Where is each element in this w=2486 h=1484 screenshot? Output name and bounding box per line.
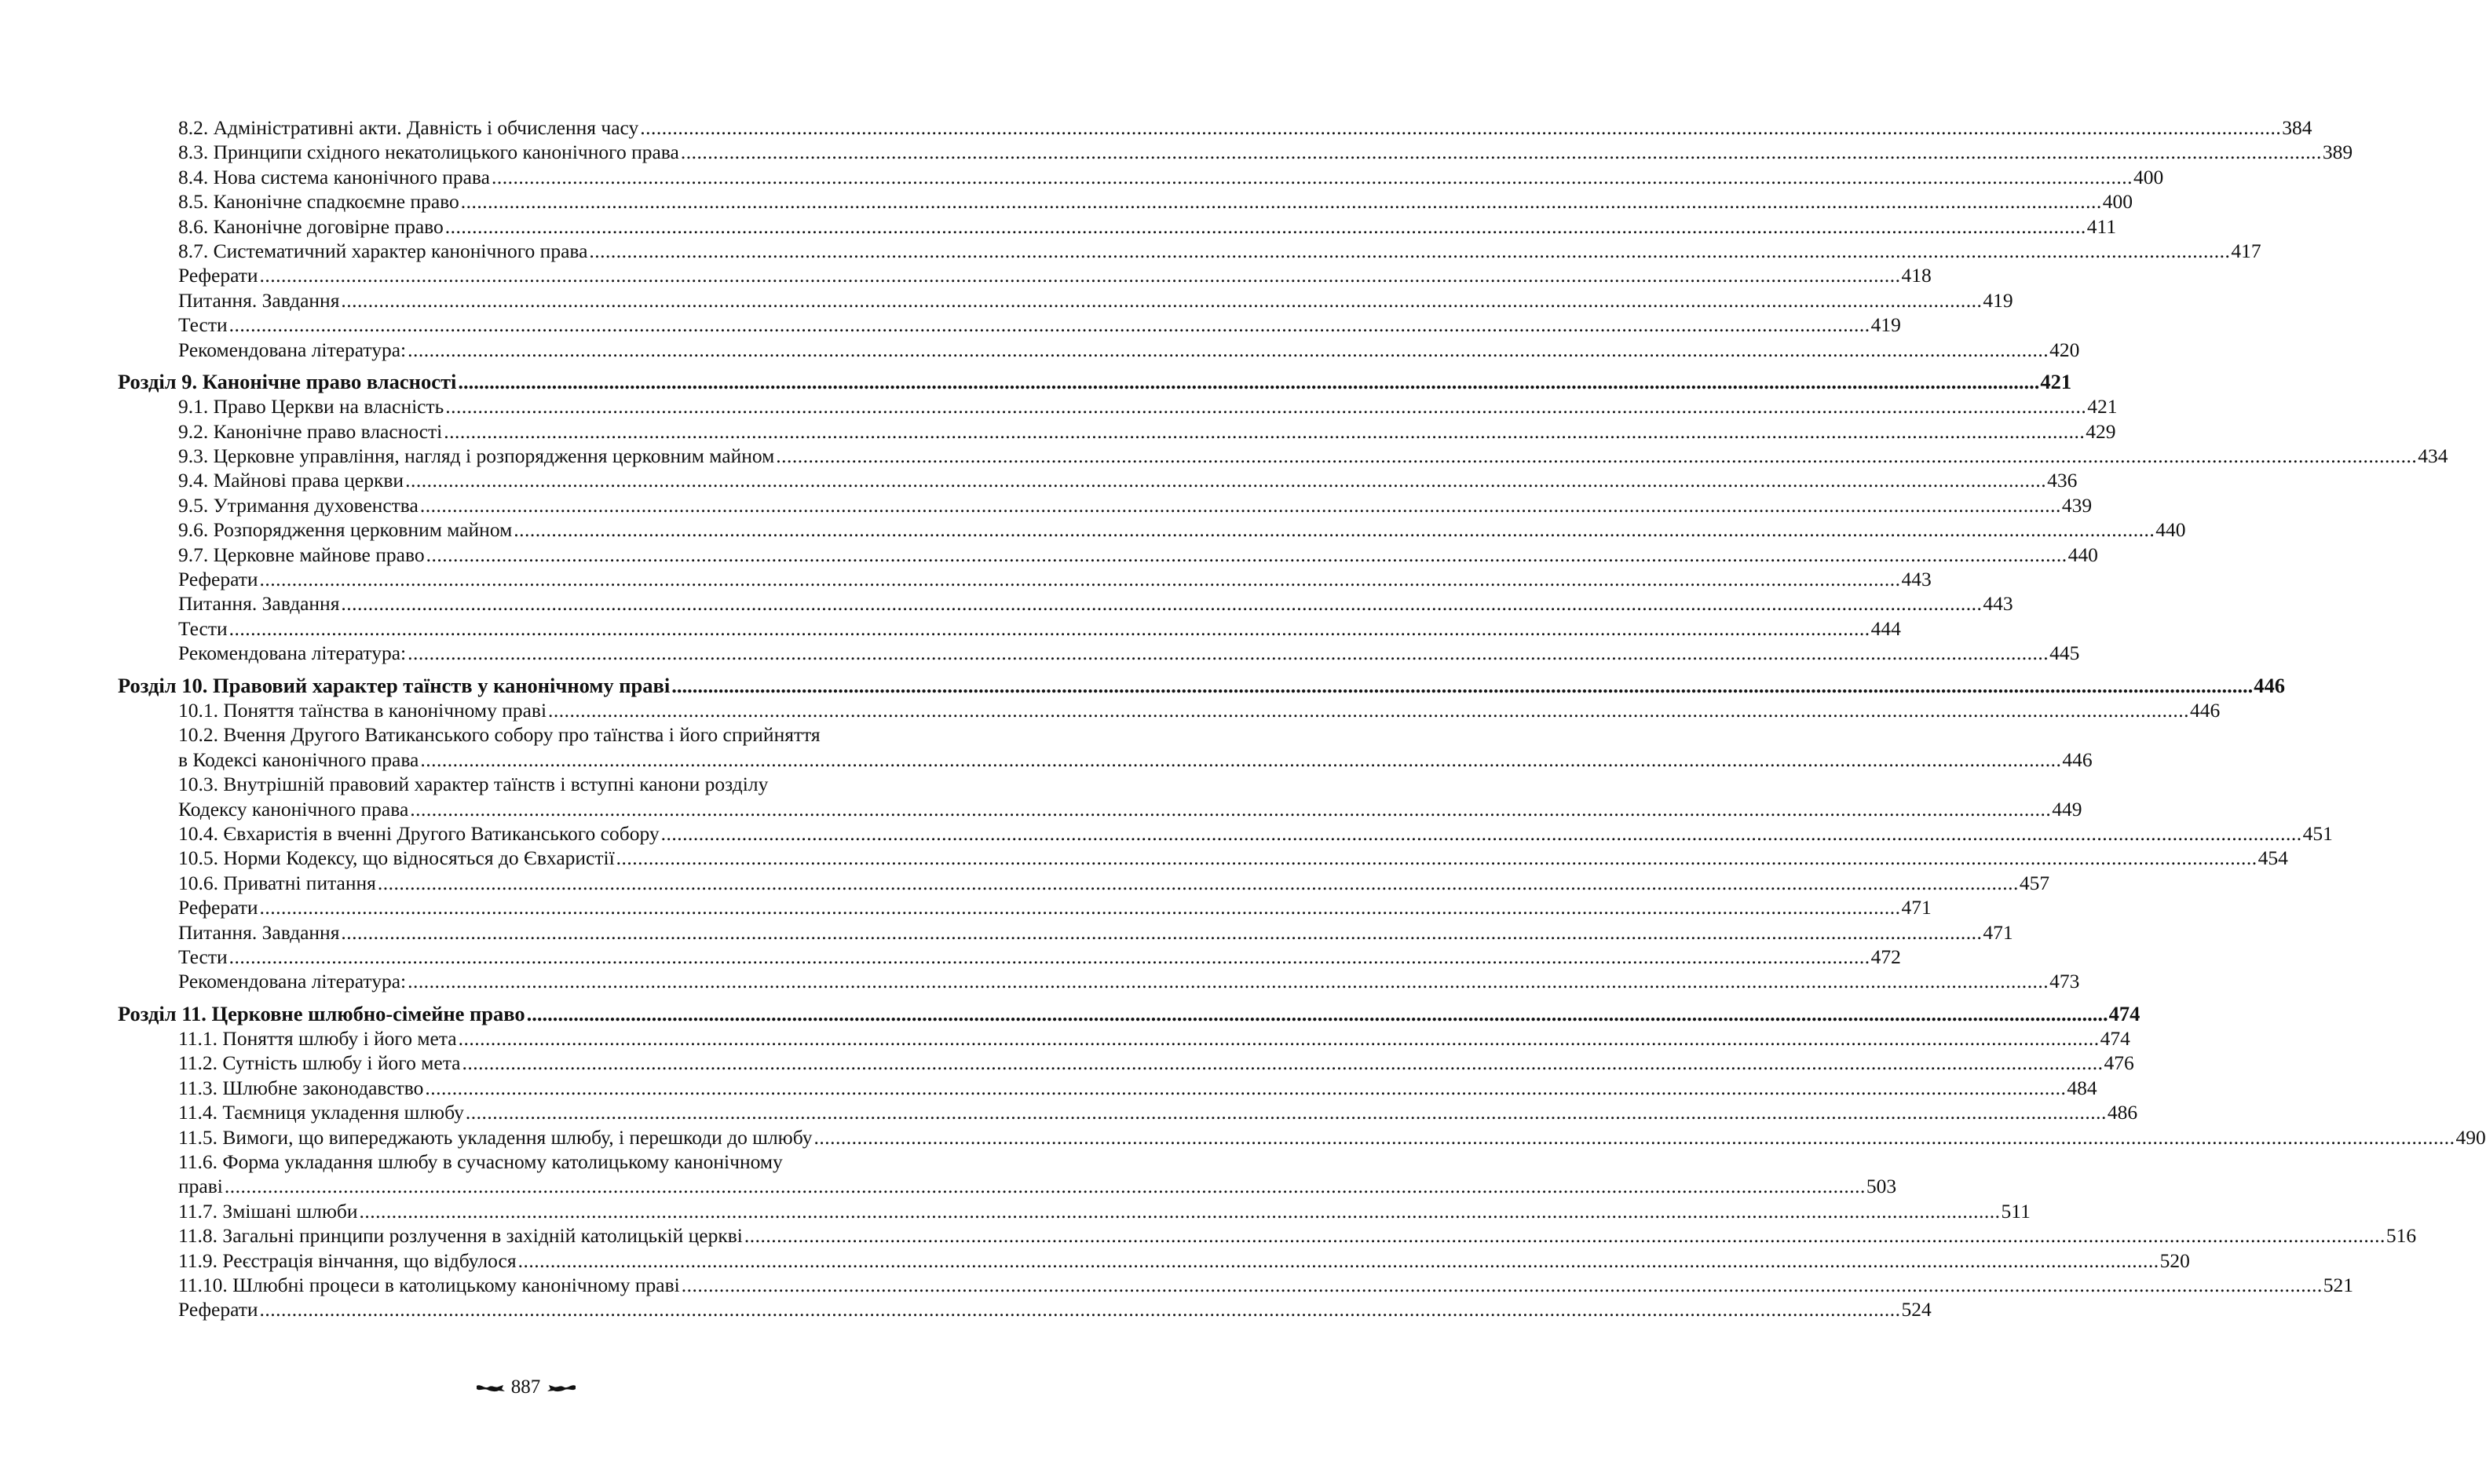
toc-entry-title: 9.5. Утримання духовенства bbox=[178, 493, 419, 517]
toc-entry-title: 11.5. Вимоги, що випереджають укладення шлюбу, і перешкоди до шлюбу bbox=[178, 1125, 813, 1149]
toc-leader bbox=[813, 1125, 2455, 1150]
toc-entry-page: 486 bbox=[2107, 1101, 2138, 1124]
toc-entry-wrapped-line bbox=[118, 1150, 943, 1174]
toc-leader bbox=[589, 239, 2230, 263]
toc-entry bbox=[118, 1051, 2134, 1075]
chapter-page: 446 bbox=[2254, 673, 2285, 697]
toc-entry-title: 9.6. Розпорядження церковним майном bbox=[178, 518, 513, 542]
toc-entry-wrapped-line bbox=[118, 772, 943, 796]
toc-entry-page: 418 bbox=[1901, 264, 1932, 287]
toc-entry-title: Тести bbox=[178, 616, 228, 640]
toc-leader bbox=[518, 1248, 2159, 1273]
toc-entry-title: Реферати bbox=[178, 1298, 258, 1321]
toc-entry-page: 474 bbox=[2100, 1027, 2130, 1051]
toc-entry bbox=[118, 1026, 2130, 1051]
toc-entry bbox=[118, 338, 2080, 362]
toc-entry-page: 511 bbox=[2001, 1199, 2031, 1223]
toc-leader bbox=[410, 797, 2051, 821]
toc-entry bbox=[118, 895, 1932, 919]
chapter-page: 421 bbox=[2040, 369, 2072, 393]
toc-entry-page: 434 bbox=[2418, 444, 2448, 468]
toc-entry-page: 417 bbox=[2231, 239, 2261, 262]
toc-leader bbox=[420, 493, 2061, 517]
toc-entry-title: Реферати bbox=[178, 568, 258, 591]
toc-entry-page: 490 bbox=[2455, 1125, 2486, 1149]
toc-entry-page: 457 bbox=[2019, 871, 2050, 894]
toc-entry bbox=[118, 641, 2080, 665]
left-ornament-icon bbox=[475, 1382, 506, 1394]
toc-entry bbox=[118, 1199, 2031, 1223]
toc-leader bbox=[420, 747, 2061, 772]
toc-leader bbox=[405, 468, 2046, 492]
toc-entry bbox=[118, 846, 2288, 870]
toc-leader bbox=[681, 140, 2322, 164]
toc-entry bbox=[118, 239, 2261, 263]
toc-entry bbox=[118, 1248, 2190, 1273]
toc-entry-page: 446 bbox=[2190, 698, 2221, 722]
toc-chapter-heading bbox=[118, 1001, 2141, 1026]
toc-entry-title: 11.4. Таємниця укладення шлюбу bbox=[178, 1101, 464, 1124]
toc-leader bbox=[492, 165, 2133, 189]
toc-entry-title: Питання. Завдання bbox=[178, 592, 340, 616]
toc-entry bbox=[118, 871, 2050, 895]
toc-leader bbox=[408, 641, 2049, 665]
toc-entry-page: 471 bbox=[1983, 920, 2013, 944]
toc-entry-page: 400 bbox=[2133, 165, 2164, 188]
toc-entry-page: 443 bbox=[1901, 568, 1932, 591]
toc-entry-title: 11.10. Шлюбні процеси в католицькому канонічному праві bbox=[178, 1273, 680, 1296]
toc-entry-page: 440 bbox=[2067, 543, 2098, 566]
toc-entry bbox=[118, 698, 2221, 722]
toc-entry-title: Рекомендована література: bbox=[178, 641, 407, 665]
toc-entry-title: 10.4. Євхаристія в вченні Другого Ватиканського собору bbox=[178, 821, 660, 845]
toc-chapter-heading bbox=[118, 673, 2285, 698]
toc-leader bbox=[360, 1199, 2001, 1223]
toc-leader bbox=[408, 338, 2049, 362]
toc-leader bbox=[445, 394, 2086, 419]
chapter-title: Розділ 11. Церковне шлюбно-сімейне право bbox=[118, 1001, 525, 1025]
toc-entry bbox=[118, 313, 1901, 337]
toc-entry-page: 444 bbox=[1870, 616, 1901, 640]
toc-entry bbox=[118, 969, 2080, 993]
toc-entry-page: 524 bbox=[1901, 1298, 1932, 1321]
chapter-title: Розділ 10. Правовий характер таїнств у канонічному праві bbox=[118, 673, 671, 697]
toc-leader bbox=[408, 969, 2049, 993]
toc-entry-title: 10.3. Внутрішній правовий характер таїнств і вступні канони розділу bbox=[178, 773, 769, 796]
toc-entry-page: 419 bbox=[1870, 313, 1901, 337]
toc-leader bbox=[426, 543, 2067, 567]
toc-leader bbox=[682, 1273, 2323, 1297]
toc-chapter-heading bbox=[118, 369, 2072, 394]
toc-entry-page: 400 bbox=[2102, 190, 2133, 214]
page-number: 887 bbox=[510, 1376, 541, 1398]
toc-leader bbox=[776, 444, 2417, 468]
toc-leader bbox=[229, 313, 1870, 337]
toc-entry-page: 503 bbox=[1866, 1175, 1897, 1198]
toc-entry bbox=[118, 543, 2098, 567]
toc-entry bbox=[118, 821, 2333, 846]
toc-entry-title: Рекомендована література: bbox=[178, 338, 407, 361]
toc-entry-title: 8.4. Нова система канонічного права bbox=[178, 165, 490, 188]
toc-entry-title: 11.8. Загальні принципи розлучення в західній католицькій церкві bbox=[178, 1224, 743, 1248]
toc-entry-page: 419 bbox=[1983, 288, 2013, 312]
toc-entry-title: Реферати bbox=[178, 264, 258, 287]
toc-leader bbox=[260, 895, 1901, 919]
toc-entry-page: 446 bbox=[2062, 747, 2093, 771]
toc-entry bbox=[118, 945, 1901, 969]
toc-entry-title: 8.3. Принципи східного некатолицького канонічного права bbox=[178, 141, 679, 164]
toc-entry-page: 521 bbox=[2323, 1273, 2353, 1296]
toc-entry-page: 411 bbox=[2086, 214, 2117, 238]
toc-leader bbox=[461, 189, 2102, 214]
toc-entry bbox=[118, 189, 2133, 214]
toc-leader bbox=[459, 1026, 2100, 1051]
toc-entry-title: 11.2. Сутність шлюбу і його мета bbox=[178, 1051, 461, 1075]
table-of-contents bbox=[118, 115, 2486, 1322]
toc-leader bbox=[548, 698, 2189, 722]
toc-entry-page: 436 bbox=[2047, 469, 2078, 492]
toc-entry-page: 429 bbox=[2086, 419, 2116, 443]
toc-entry-title: 8.5. Канонічне спадкоємне право bbox=[178, 190, 459, 214]
toc-entry-title: 9.3. Церковне управління, нагляд і розпорядження церковним майном bbox=[178, 444, 775, 468]
toc-entry-page: 439 bbox=[2061, 493, 2093, 517]
toc-entry bbox=[118, 1076, 2097, 1100]
toc-entry bbox=[118, 1223, 2417, 1248]
toc-entry-title: 10.1. Поняття таїнства в канонічному праві bbox=[178, 698, 547, 722]
toc-entry-title: Тести bbox=[178, 945, 228, 968]
toc-entry-page: 471 bbox=[1901, 896, 1932, 919]
toc-entry-title: Реферати bbox=[178, 896, 258, 919]
toc-entry bbox=[118, 920, 2013, 945]
toc-entry bbox=[118, 747, 2093, 772]
toc-entry-title: 9.2. Канонічне право власності bbox=[178, 419, 443, 443]
toc-entry-page: 516 bbox=[2385, 1224, 2417, 1248]
toc-entry-page: 473 bbox=[2049, 970, 2080, 993]
toc-entry-page: 520 bbox=[2159, 1248, 2190, 1272]
toc-entry bbox=[118, 1297, 1932, 1321]
toc-leader bbox=[462, 1051, 2103, 1075]
toc-leader bbox=[260, 1297, 1901, 1321]
toc-entry-wrapped-line bbox=[118, 722, 943, 747]
toc-entry bbox=[118, 263, 1932, 287]
toc-entry-title: 9.1. Право Церкви на власність bbox=[178, 395, 444, 419]
toc-leader bbox=[341, 288, 1982, 313]
toc-entry-title: 9.7. Церковне майнове право bbox=[178, 543, 425, 566]
toc-entry-page: 449 bbox=[2052, 797, 2082, 821]
toc-entry-page: 443 bbox=[1983, 592, 2013, 616]
toc-leader bbox=[514, 517, 2155, 542]
toc-entry bbox=[118, 1174, 1897, 1198]
toc-entry-title: 11.7. Змішані шлюби bbox=[178, 1199, 358, 1223]
right-ornament-icon bbox=[546, 1382, 577, 1394]
toc-leader bbox=[260, 567, 1901, 591]
toc-leader bbox=[466, 1100, 2107, 1124]
toc-entry bbox=[118, 517, 2186, 542]
toc-entry bbox=[118, 468, 2078, 492]
toc-entry-title: Питання. Завдання bbox=[178, 920, 340, 944]
toc-leader bbox=[341, 920, 1982, 945]
toc-entry bbox=[118, 1125, 2486, 1150]
toc-leader bbox=[445, 214, 2086, 239]
toc-entry bbox=[118, 165, 2164, 189]
toc-entry-title: 11.1. Поняття шлюбу і його мета bbox=[178, 1027, 457, 1051]
toc-entry bbox=[118, 797, 2082, 821]
toc-entry-page: 476 bbox=[2104, 1051, 2134, 1075]
toc-entry bbox=[118, 444, 2448, 468]
toc-entry bbox=[118, 1273, 2353, 1297]
toc-leader bbox=[661, 821, 2302, 846]
toc-entry-page: 384 bbox=[2282, 116, 2312, 139]
toc-entry bbox=[118, 616, 1901, 641]
toc-entry-page: 421 bbox=[2087, 395, 2118, 419]
toc-entry-title: 8.2. Адміністративні акти. Давність і обчислення часу bbox=[178, 116, 639, 139]
toc-entry-page: 445 bbox=[2049, 641, 2080, 665]
toc-entry-page: 484 bbox=[2067, 1076, 2097, 1099]
toc-leader bbox=[458, 370, 2039, 394]
toc-entry-page: 472 bbox=[1870, 945, 1901, 968]
toc-entry-title: 8.6. Канонічне договірне право bbox=[178, 214, 444, 238]
toc-entry bbox=[118, 567, 1932, 591]
toc-entry-title: Рекомендована література: bbox=[178, 970, 407, 993]
toc-entry-title: 11.3. Шлюбне законодавство bbox=[178, 1076, 424, 1099]
toc-entry-title: 10.5. Норми Кодексу, що відносяться до Євхаристії bbox=[178, 846, 615, 870]
chapter-title: Розділ 9. Канонічне право власності bbox=[118, 369, 457, 393]
toc-leader bbox=[229, 616, 1870, 641]
toc-leader bbox=[225, 1174, 1866, 1198]
toc-entry-title: в Кодексі канонічного права bbox=[178, 747, 419, 771]
toc-entry-title: 11.6. Форма укладання шлюбу в сучасному католицькому канонічному bbox=[178, 1150, 783, 1174]
toc-entry-title: праві bbox=[178, 1175, 223, 1198]
toc-entry-title: 10.6. Приватні питання bbox=[178, 871, 376, 894]
toc-entry-title: Тести bbox=[178, 313, 228, 337]
toc-entry bbox=[118, 591, 2013, 616]
toc-entry bbox=[118, 214, 2117, 239]
toc-leader bbox=[616, 846, 2258, 870]
toc-entry-title: 10.2. Вчення Другого Ватиканського собору про таїнства і його сприйняття bbox=[178, 723, 821, 747]
toc-entry-title: 8.7. Систематичний характер канонічного права bbox=[178, 239, 588, 262]
toc-leader bbox=[444, 419, 2085, 444]
toc-entry-title: Кодексу канонічного права bbox=[178, 797, 409, 821]
toc-entry bbox=[118, 288, 2013, 313]
toc-entry-title: Питання. Завдання bbox=[178, 288, 340, 312]
toc-entry-page: 389 bbox=[2322, 141, 2353, 164]
toc-entry bbox=[118, 1100, 2138, 1124]
toc-leader bbox=[744, 1223, 2385, 1248]
page-footer bbox=[0, 1376, 1051, 1398]
toc-leader bbox=[640, 115, 2281, 140]
toc-leader bbox=[527, 1002, 2108, 1026]
toc-leader bbox=[671, 674, 2253, 698]
toc-entry bbox=[118, 394, 2118, 419]
toc-leader bbox=[260, 263, 1901, 287]
toc-entry-page: 454 bbox=[2258, 846, 2288, 870]
toc-entry-page: 451 bbox=[2302, 821, 2333, 845]
toc-entry bbox=[118, 140, 2353, 164]
toc-entry-title: 11.9. Реєстрація вінчання, що відбулося bbox=[178, 1248, 517, 1272]
toc-leader bbox=[229, 945, 1870, 969]
toc-leader bbox=[425, 1076, 2066, 1100]
toc-leader bbox=[341, 591, 1982, 616]
toc-entry-page: 440 bbox=[2155, 518, 2186, 542]
toc-entry bbox=[118, 115, 2312, 140]
toc-entry bbox=[118, 419, 2116, 444]
toc-leader bbox=[378, 871, 2019, 895]
toc-entry bbox=[118, 493, 2093, 517]
toc-entry-page: 420 bbox=[2049, 338, 2080, 361]
chapter-page: 474 bbox=[2108, 1001, 2141, 1025]
toc-entry-title: 9.4. Майнові права церкви bbox=[178, 469, 404, 492]
